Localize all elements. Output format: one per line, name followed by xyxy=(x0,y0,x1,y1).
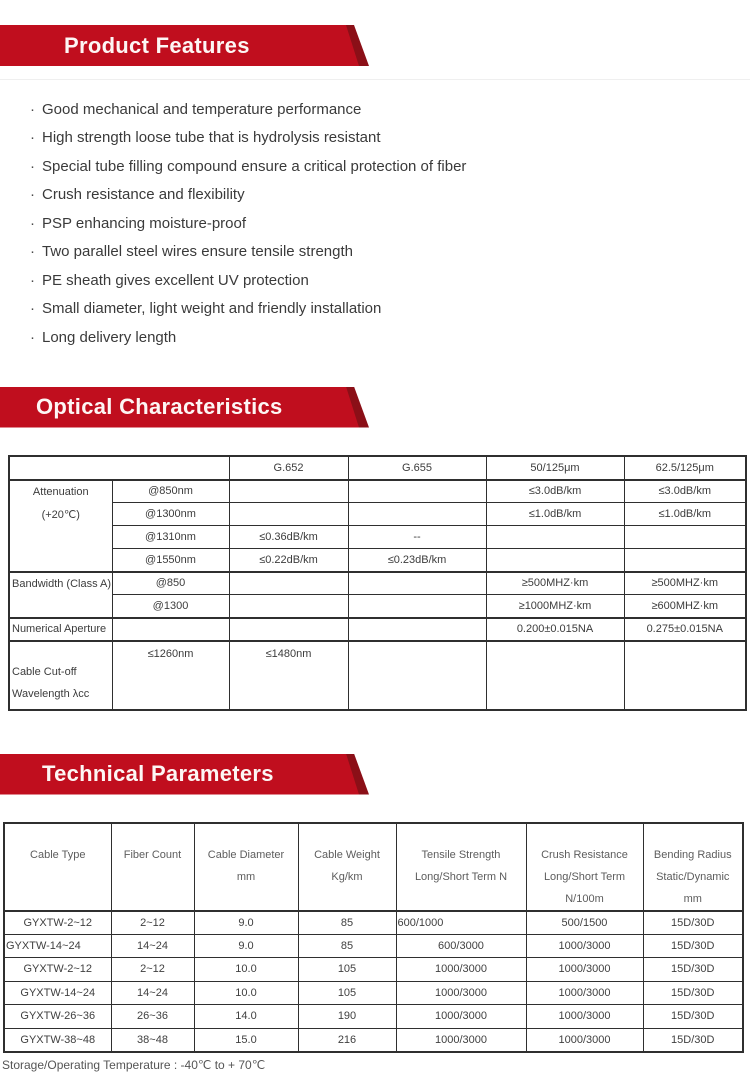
table-cell: 15D/30D xyxy=(643,934,743,958)
table-cell: 9.0 xyxy=(194,934,298,958)
table-row xyxy=(9,595,746,618)
feature-text: Special tube filling compound ensure a critical protection of fiber xyxy=(42,157,467,175)
table-cell: ≥500MHZ·km xyxy=(486,572,624,595)
table-cell: 1000/3000 xyxy=(526,958,643,982)
table-cell: 10.0 xyxy=(194,958,298,982)
table-row xyxy=(4,981,743,1005)
bullet-dot: · xyxy=(30,300,35,318)
table-cell: 1000/3000 xyxy=(526,1028,643,1052)
table-cell: 15D/30D xyxy=(643,958,743,982)
table-cell: -- xyxy=(348,526,486,549)
table-row xyxy=(9,572,746,595)
features-list xyxy=(30,95,750,352)
bullet-dot: · xyxy=(30,271,35,289)
table-cell xyxy=(229,572,348,595)
table-cell: 0.275±0.015NA xyxy=(624,618,746,641)
table-row xyxy=(4,911,743,935)
table-row xyxy=(4,1028,743,1052)
table-cell xyxy=(229,480,348,503)
column-header-fiber-count: Fiber Count xyxy=(111,823,194,911)
table-cell: 15D/30D xyxy=(643,1005,743,1029)
table-cell: 1000/3000 xyxy=(526,981,643,1005)
table-cell: 105 xyxy=(298,958,396,982)
feature-text: Good mechanical and temperature performance xyxy=(42,100,362,118)
column-header-crush-resistance: Crush Resistance Long/Short Term N/100m xyxy=(526,823,643,911)
table-cell: 85 xyxy=(298,934,396,958)
feature-item xyxy=(30,238,750,267)
table-cell: ≥600MHZ·km xyxy=(624,595,746,618)
table-cell: ≥1000MHZ·km xyxy=(486,595,624,618)
table-cell: 1000/3000 xyxy=(526,934,643,958)
table-cell: ≤0.23dB/km xyxy=(348,549,486,572)
table-cell xyxy=(112,618,229,641)
table-cell xyxy=(624,641,746,710)
feature-text: PE sheath gives excellent UV protection xyxy=(42,271,309,289)
table-cell: 1000/3000 xyxy=(396,1005,526,1029)
table-cell: @1300 xyxy=(112,595,229,618)
table-cell: @1550nm xyxy=(112,549,229,572)
table-cell: 0.200±0.015NA xyxy=(486,618,624,641)
table-cell: 190 xyxy=(298,1005,396,1029)
column-header-g652: G.652 xyxy=(229,456,348,480)
table-cell: @1310nm xyxy=(112,526,229,549)
corner-header-cell xyxy=(9,456,229,480)
table-cell: 14.0 xyxy=(194,1005,298,1029)
table-cell: 14~24 xyxy=(111,934,194,958)
column-header-cable-weight: Cable Weight Kg/km xyxy=(298,823,396,911)
bandwidth-label: Bandwidth (Class A) xyxy=(9,572,112,618)
feature-item xyxy=(30,152,750,181)
table-cell xyxy=(348,572,486,595)
feature-text: Small diameter, light weight and friendly installation xyxy=(42,300,382,318)
bullet-dot: · xyxy=(30,214,35,232)
feature-item xyxy=(30,295,750,324)
table-cell: 1000/3000 xyxy=(526,1005,643,1029)
technical-parameters-table xyxy=(3,822,744,1053)
table-row xyxy=(4,958,743,982)
section-title: Product Features xyxy=(64,32,250,58)
attenuation-label-line1: Attenuation xyxy=(32,485,89,498)
column-header-62-5-125um: 62.5/125μm xyxy=(624,456,746,480)
numerical-aperture-label: Numerical Aperture xyxy=(9,618,112,641)
attenuation-label-line2: (+20℃) xyxy=(41,508,80,521)
table-cell xyxy=(229,595,348,618)
bullet-dot: · xyxy=(30,129,35,147)
table-cell: ≤1260nm xyxy=(112,641,229,710)
feature-text: Two parallel steel wires ensure tensile strength xyxy=(42,243,353,261)
column-header-bending-radius: Bending Radius Static/Dynamic mm xyxy=(643,823,743,911)
table-cell: 15D/30D xyxy=(643,911,743,935)
feature-item xyxy=(30,181,750,210)
table-cell: ≤1.0dB/km xyxy=(486,503,624,526)
section-title: Optical Characteristics xyxy=(36,394,283,419)
table-cell: 105 xyxy=(298,981,396,1005)
table-row xyxy=(9,641,746,710)
table-cell: 15D/30D xyxy=(643,1028,743,1052)
attenuation-label xyxy=(9,480,112,572)
section-header-technical-parameters xyxy=(0,754,372,795)
table-cell: 26~36 xyxy=(111,1005,194,1029)
table-cell: GYXTW-26~36 xyxy=(4,1005,111,1029)
table-cell: 600/3000 xyxy=(396,934,526,958)
table-cell: ≤0.36dB/km xyxy=(229,526,348,549)
table-cell: 2~12 xyxy=(111,911,194,935)
table-cell xyxy=(486,641,624,710)
table-cell: GYXTW-2~12 xyxy=(4,911,111,935)
table-cell: ≤1480nm xyxy=(229,641,348,710)
feature-item xyxy=(30,95,750,124)
table-row xyxy=(9,549,746,572)
table-cell: ≤1.0dB/km xyxy=(624,503,746,526)
table-cell: 15D/30D xyxy=(643,981,743,1005)
column-header-g655: G.655 xyxy=(348,456,486,480)
table-cell: 38~48 xyxy=(111,1028,194,1052)
table-row xyxy=(4,1005,743,1029)
table-cell: @850nm xyxy=(112,480,229,503)
table-cell: @850 xyxy=(112,572,229,595)
section-header-optical-characteristics xyxy=(0,387,372,428)
table-cell: 14~24 xyxy=(111,981,194,1005)
table-cell: GYXTW-38~48 xyxy=(4,1028,111,1052)
bullet-dot: · xyxy=(30,100,35,118)
column-header-cable-type: Cable Type xyxy=(4,823,111,911)
table-cell: 2~12 xyxy=(111,958,194,982)
table-cell xyxy=(229,503,348,526)
table-row xyxy=(9,618,746,641)
feature-item xyxy=(30,209,750,238)
feature-text: PSP enhancing moisture-proof xyxy=(42,214,247,232)
table-cell xyxy=(348,503,486,526)
table-row xyxy=(9,526,746,549)
table-cell: ≤3.0dB/km xyxy=(624,480,746,503)
table-row xyxy=(9,480,746,503)
table-cell xyxy=(348,480,486,503)
table-cell xyxy=(624,526,746,549)
table-cell: 10.0 xyxy=(194,981,298,1005)
table-cell: @1300nm xyxy=(112,503,229,526)
table-cell: 500/1500 xyxy=(526,911,643,935)
section-header-product-features xyxy=(0,25,372,66)
table-cell xyxy=(486,549,624,572)
cutoff-wavelength-label xyxy=(9,641,112,710)
table-cell: 600/1000 xyxy=(396,911,526,935)
bullet-dot: · xyxy=(30,243,35,261)
table-cell: 1000/3000 xyxy=(396,1028,526,1052)
table-row xyxy=(4,934,743,958)
feature-text: High strength loose tube that is hydrolysis resistant xyxy=(42,129,381,147)
bullet-dot: · xyxy=(30,328,35,346)
table-cell: GYXTW-14~24 xyxy=(4,934,111,958)
table-cell: GYXTW-2~12 xyxy=(4,958,111,982)
table-cell: GYXTW-14~24 xyxy=(4,981,111,1005)
table-cell: ≤0.22dB/km xyxy=(229,549,348,572)
table-cell: 1000/3000 xyxy=(396,981,526,1005)
table-cell: 216 xyxy=(298,1028,396,1052)
table-cell xyxy=(229,618,348,641)
table-cell xyxy=(348,641,486,710)
storage-temperature-note: Storage/Operating Temperature : -40℃ to + 70℃ xyxy=(2,1057,266,1072)
feature-item xyxy=(30,266,750,295)
table-cell xyxy=(348,595,486,618)
feature-text: Crush resistance and flexibility xyxy=(42,186,245,204)
table-cell: ≥500MHZ·km xyxy=(624,572,746,595)
column-header-50-125um: 50/125μm xyxy=(486,456,624,480)
table-cell xyxy=(348,618,486,641)
bullet-dot: · xyxy=(30,157,35,175)
column-header-tensile-strength: Tensile Strength Long/Short Term N xyxy=(396,823,526,911)
cutoff-label-line1: Cable Cut-off xyxy=(12,665,77,678)
table-cell: 1000/3000 xyxy=(396,958,526,982)
bullet-dot: · xyxy=(30,186,35,204)
table-header-row xyxy=(4,823,743,911)
table-cell xyxy=(486,526,624,549)
table-cell xyxy=(624,549,746,572)
column-header-cable-diameter: Cable Diameter mm xyxy=(194,823,298,911)
table-cell: 9.0 xyxy=(194,911,298,935)
feature-text: Long delivery length xyxy=(42,328,177,346)
table-row xyxy=(9,503,746,526)
table-cell: ≤3.0dB/km xyxy=(486,480,624,503)
optical-characteristics-table xyxy=(8,455,747,711)
divider-line xyxy=(0,79,750,80)
section-title: Technical Parameters xyxy=(42,761,274,786)
feature-item xyxy=(30,124,750,153)
table-cell: 15.0 xyxy=(194,1028,298,1052)
table-header-row xyxy=(9,456,746,480)
table-cell: 85 xyxy=(298,911,396,935)
feature-item xyxy=(30,323,750,352)
cutoff-label-line2: Wavelength λcc xyxy=(12,687,90,700)
